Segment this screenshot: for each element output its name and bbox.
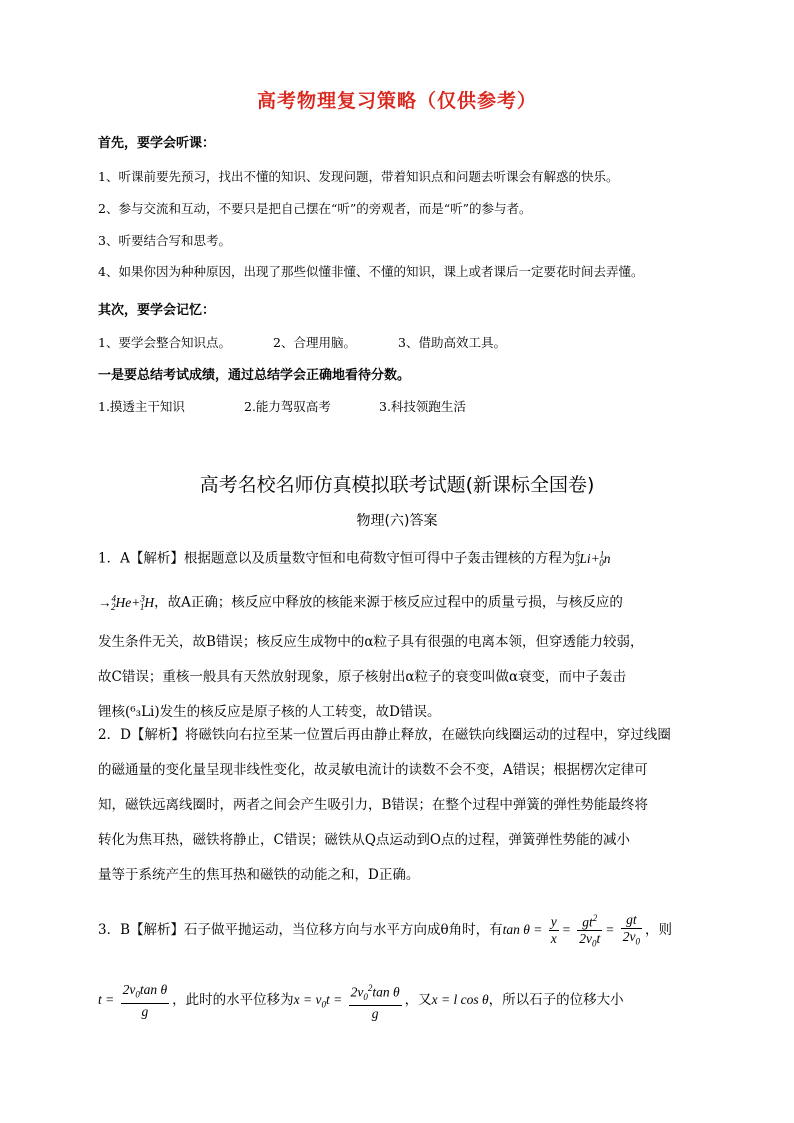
exam-subtitle: 物理(六)答案 bbox=[356, 513, 438, 529]
answer-2-line4: 转化为焦耳热，磁铁将静止，C错误；磁铁从Q点运动到O点的过程，弹簧弹性势能的减小 bbox=[98, 832, 630, 848]
section1-item-4: 4、如果你因为种种原因，出现了那些似懂非懂、不懂的知识，课上或者课后一定要花时间去弄懂。 bbox=[98, 264, 644, 279]
section3-heading: 一是要总结考试成绩，通过总结学会正确地看待分数。 bbox=[98, 368, 411, 383]
answer-3 bbox=[98, 895, 698, 1040]
cos-formula: x = l cos θ bbox=[431, 992, 489, 1007]
section2-item: 1、要学会整合知识点。 bbox=[98, 335, 231, 350]
section1-item-1: 1、听课前要先预习，找出不懂的知识、发现问题，带着知识点和问题去听课会有解惑的快乐。 bbox=[98, 169, 619, 184]
answer-3-line2-tail: ，所以石子的位移大小 bbox=[488, 992, 624, 1008]
section2-heading: 其次，要学会记忆： bbox=[98, 303, 216, 318]
reaction-lhs-formula: $^6_3$Li+$^1_0$n bbox=[574, 549, 611, 569]
section3-item: 1.摸透主干知识 bbox=[98, 399, 185, 414]
section1-item-2: 2、参与交流和互动，不要只是把自己摆在“听”的旁观者，而是“听”的参与者。 bbox=[98, 201, 532, 216]
tan-theta-formula: tan θ = $\frac{y}{x}$ = $\frac{gt^2}{2v_0t}$ = $\frac{gt}{2v_0}$ bbox=[503, 922, 645, 937]
answer-3-lead-tail: ，则 bbox=[645, 922, 673, 938]
answer-1-line3: 发生条件无关，故B错误；核反应生成物中的α粒子具有很强的电离本领，但穿透能力较弱， bbox=[98, 634, 644, 651]
section3-items-row bbox=[98, 397, 466, 415]
section2-item: 3、借助高效工具。 bbox=[398, 335, 506, 350]
exam-title: 高考名校名师仿真模拟联考试题(新课标全国卷) bbox=[199, 474, 595, 496]
answer-1-line4: 故C错误；重核一般具有天然放射现象，原子核射出α粒子的衰变叫做α衰变，而中子轰击 bbox=[98, 669, 627, 686]
answer-2-line5: 量等于系统产生的焦耳热和磁铁的动能之和，D正确。 bbox=[98, 867, 420, 883]
answer-1-line2: ，故A正确；核反应中释放的核能来源于核反应过程中的质量亏损，与核反应的 bbox=[154, 594, 623, 611]
answer-1-lead: 1．A【解析】根据题意以及质量数守恒和电荷数守恒可得中子轰击锂核的方程为 bbox=[98, 550, 576, 567]
section3-item: 3.科技领跑生活 bbox=[379, 399, 466, 414]
strategy-title: 高考物理复习策略（仅供参考） bbox=[256, 90, 537, 112]
answer-1-line5: 锂核(⁶₃Li)发生的核反应是原子核的人工转变，故D错误。 bbox=[98, 704, 441, 721]
answer-1 bbox=[98, 537, 698, 730]
section3-item: 2.能力驾驭高考 bbox=[244, 399, 331, 414]
reaction-rhs-formula: →$^4_2$He+$^3_1$H bbox=[98, 593, 155, 613]
time-formula: t = $\frac{2v_0\tan \theta}{g}$ bbox=[98, 982, 168, 1019]
answer-3-lead: 3．B【解析】石子做平抛运动，当位移方向与水平方向成θ角时，有 bbox=[98, 922, 503, 938]
answer-2 bbox=[98, 718, 698, 893]
answer-2-line3: 知，磁铁远离线圈时，两者之间会产生吸引力，B错误；在整个过程中弹簧的弹性势能最终将 bbox=[98, 797, 648, 813]
answer-3-line2-mid2: ，又 bbox=[404, 992, 432, 1008]
section1-heading: 首先，要学会听课： bbox=[98, 136, 216, 151]
answer-2-line1: 2．D【解析】将磁铁向右拉至某一位置后再由静止释放，在磁铁向线圈运动的过程中，穿过线圈 bbox=[98, 727, 671, 743]
displacement-formula: $x = v_0t$ = $\frac{2v_0^2\tan \theta}{g}$ bbox=[294, 992, 405, 1007]
section1-item-3: 3、听要结合写和思考。 bbox=[98, 233, 231, 248]
answer-2-line2: 的磁通量的变化量呈现非线性变化，故灵敏电流计的读数不会不变，A错误；根据楞次定律可 bbox=[98, 762, 648, 778]
section2-items-row bbox=[98, 333, 506, 351]
section2-item: 2、合理用脑。 bbox=[273, 335, 356, 350]
answer-3-line2-mid: ，此时的水平位移为 bbox=[172, 992, 294, 1008]
